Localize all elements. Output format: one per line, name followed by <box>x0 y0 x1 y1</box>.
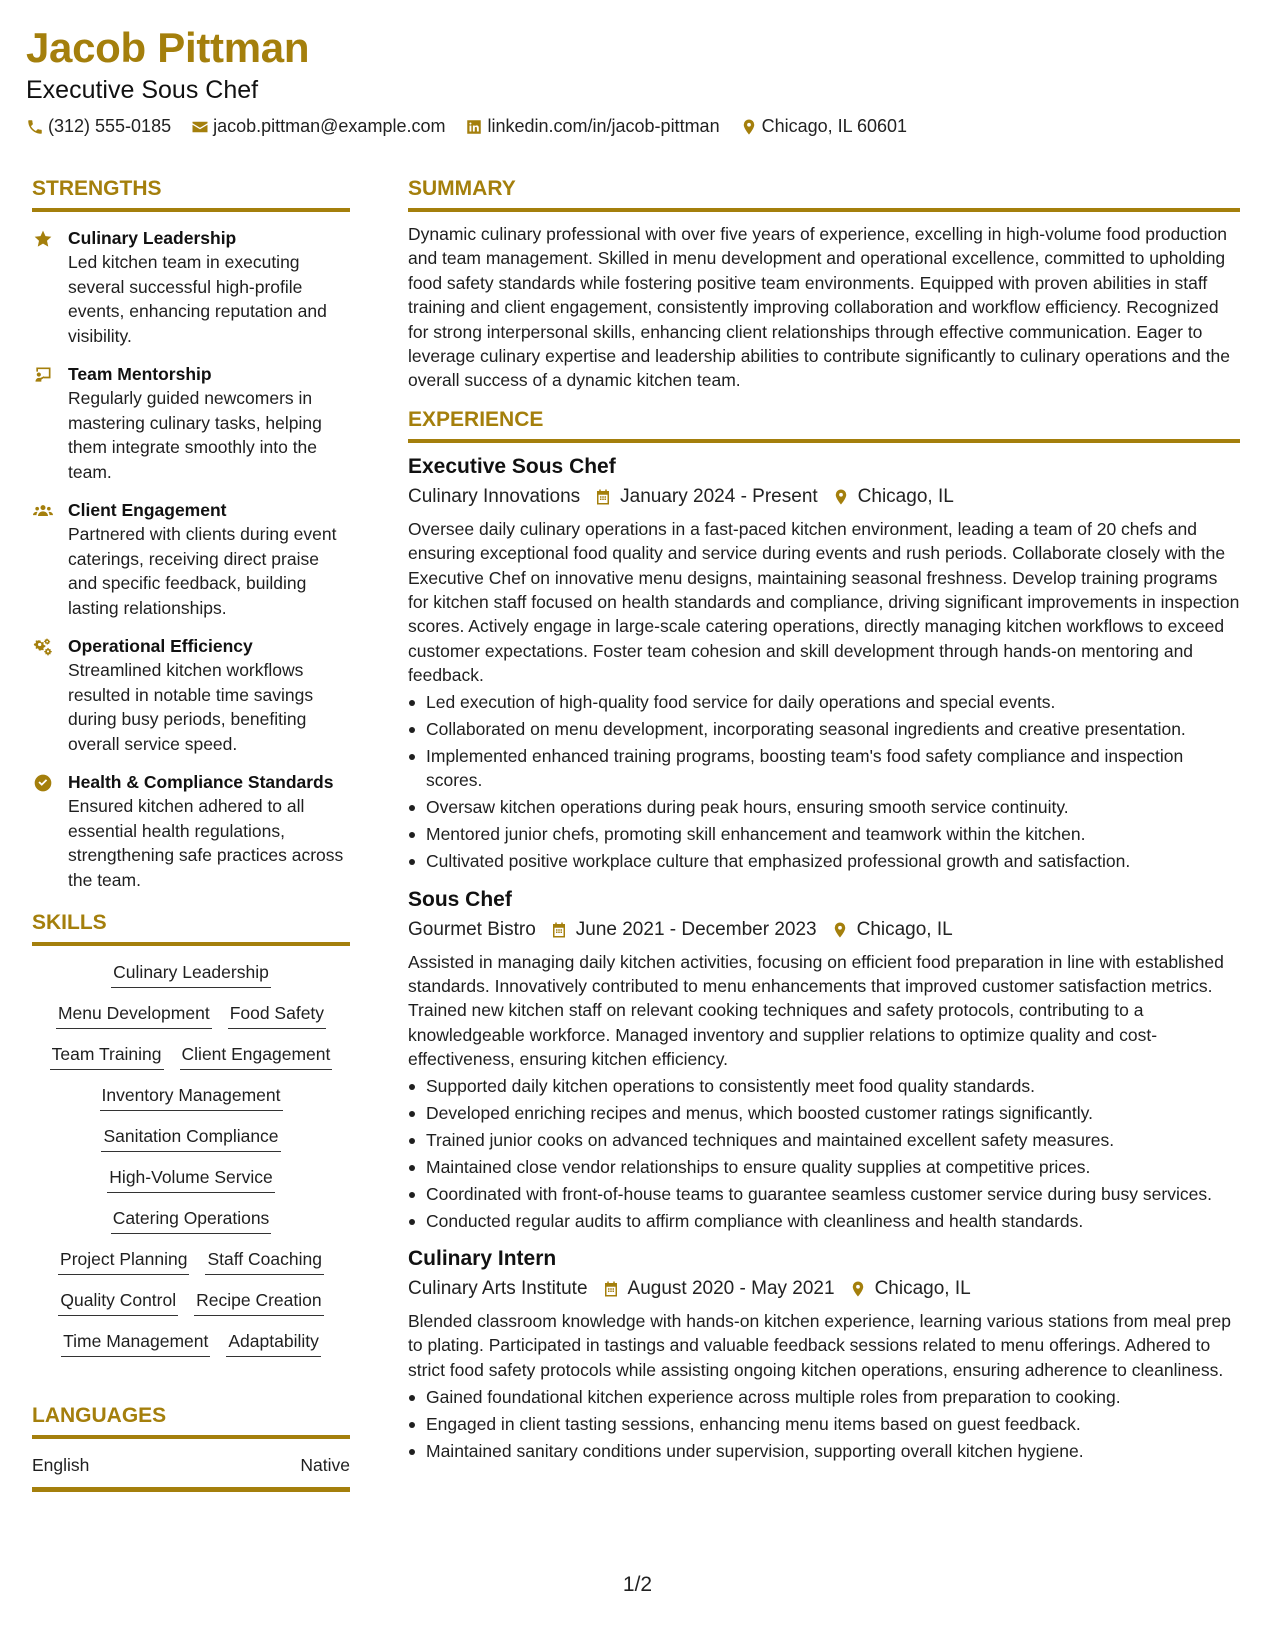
summary-heading: SUMMARY <box>408 176 1240 212</box>
bullet-item: Mentored junior chefs, promoting skill enhancement and teamwork within the kitchen. <box>408 822 1240 846</box>
job-company: Culinary Innovations <box>408 485 581 507</box>
calendar-icon <box>602 1280 620 1298</box>
left-column <box>32 176 350 1492</box>
job-bullets <box>408 1385 1240 1463</box>
check-circle-icon <box>32 773 54 793</box>
job-entry <box>408 453 1240 874</box>
skill-tag: High-Volume Service <box>107 1165 274 1193</box>
skill-tag: Sanitation Compliance <box>101 1124 280 1152</box>
envelope-icon <box>191 118 209 136</box>
bullet-item: Supported daily kitchen operations to consistently meet food quality standards. <box>408 1074 1240 1098</box>
strength-item <box>32 498 350 620</box>
bullet-item: Maintained sanitary conditions under supervision, supporting overall kitchen hygiene. <box>408 1439 1240 1463</box>
skill-tag: Food Safety <box>228 1001 326 1029</box>
job-location: Chicago, IL <box>856 918 953 940</box>
strength-title: Culinary Leadership <box>68 228 237 248</box>
skill-tag: Staff Coaching <box>205 1247 323 1275</box>
job-description: Assisted in managing daily kitchen activities, focusing on efficient food preparation in line with established standards. Innovatively contributed to menu enhancements that improved customer satisfaction metrics. Trained new kitchen staff on relevant cooking techniques and safety protocols, contributing to a knowledgeable workforce. Managed inventory and supplier relations to optimize quality and cost-effectiveness, ensuring kitchen efficiency. <box>408 951 1224 1070</box>
language-name: English <box>32 1455 90 1475</box>
resume-header <box>26 22 1246 137</box>
contact-email[interactable] <box>191 116 445 137</box>
languages-section <box>32 1403 350 1492</box>
language-level: Native <box>300 1455 350 1475</box>
candidate-title: Executive Sous Chef <box>26 76 259 104</box>
language-row <box>32 1453 350 1492</box>
job-meta <box>408 483 1240 511</box>
strength-item <box>32 362 350 484</box>
skill-tag: Team Training <box>50 1042 164 1070</box>
bullet-item: Coordinated with front-of-house teams to guarantee seamless customer service during busy services. <box>408 1182 1240 1206</box>
users-icon <box>32 501 54 521</box>
skills-section <box>32 910 350 1357</box>
strength-title: Operational Efficiency <box>68 636 253 656</box>
candidate-name: Jacob Pittman <box>26 24 310 71</box>
bullet-item: Engaged in client tasting sessions, enhancing menu items based on guest feedback. <box>408 1412 1240 1436</box>
job-meta <box>408 1275 1240 1303</box>
strength-title: Health & Compliance Standards <box>68 772 334 792</box>
summary-section <box>408 176 1240 393</box>
bullet-item: Maintained close vendor relationships to ensure quality supplies at competitive prices. <box>408 1155 1240 1179</box>
job-dates: January 2024 - Present <box>620 485 818 507</box>
linkedin-icon <box>465 118 483 136</box>
job-dates: June 2021 - December 2023 <box>575 918 817 940</box>
skill-tag: Time Management <box>61 1329 210 1357</box>
job-title: Culinary Intern <box>408 1247 557 1270</box>
job-title: Sous Chef <box>408 887 512 911</box>
strength-desc: Led kitchen team in executing several successful high-profile events, enhancing reputation and visibility. <box>68 252 327 346</box>
job-entry <box>408 1245 1240 1463</box>
bullet-item: Led execution of high-quality food service for daily operations and special events. <box>408 690 1240 714</box>
skill-tag: Recipe Creation <box>194 1288 323 1316</box>
strength-item <box>32 770 350 892</box>
bullet-item: Implemented enhanced training programs, boosting team's food safety compliance and inspection scores. <box>408 744 1240 793</box>
page-number: 1/2 <box>622 1573 653 1596</box>
skill-tag: Catering Operations <box>111 1206 272 1234</box>
gears-icon <box>32 637 54 657</box>
calendar-icon <box>594 488 612 506</box>
job-bullets <box>408 690 1240 873</box>
map-pin-icon <box>740 118 758 136</box>
job-bullets <box>408 1074 1240 1233</box>
job-company: Culinary Arts Institute <box>408 1278 588 1299</box>
email-text: jacob.pittman@example.com <box>213 116 446 136</box>
location-text: Chicago, IL 60601 <box>761 116 908 136</box>
job-company: Gourmet Bistro <box>408 918 536 940</box>
contact-bar <box>26 116 1246 137</box>
job-location: Chicago, IL <box>857 485 954 507</box>
languages-heading: LANGUAGES <box>32 1403 350 1439</box>
calendar-icon <box>550 921 568 939</box>
strength-desc: Ensured kitchen adhered to all essential health regulations, strengthening safe practices across the team. <box>68 796 344 890</box>
experience-heading: EXPERIENCE <box>408 407 1240 443</box>
strength-item <box>32 226 350 348</box>
skills-heading: SKILLS <box>32 910 350 946</box>
skill-tag: Inventory Management <box>100 1083 283 1111</box>
phone-text: (312) 555-0185 <box>48 116 172 136</box>
skill-tag: Menu Development <box>56 1001 212 1029</box>
job-description: Oversee daily culinary operations in a fast-paced kitchen environment, leading a team of 20 chefs and ensuring exceptional food quality and service during events and rush periods. Collaborate closely with the Executive Chef on innovative menu designs, maintaining seasonal freshness. Develop training programs for kitchen staff focused on health standards and compliance, driving significant improvements in inspection scores. Actively engage in large-scale catering operations, directly managing kitchen workflows to exceed customer expectations. Foster team cohesion and skill development through hands-on mentoring and feedback. <box>408 518 1240 686</box>
map-pin-icon <box>831 921 849 939</box>
bullet-item: Cultivated positive workplace culture that emphasized professional growth and satisfaction. <box>408 849 1240 873</box>
bullet-item: Conducted regular audits to affirm compliance with cleanliness and health standards. <box>408 1209 1240 1233</box>
bullet-item: Developed enriching recipes and menus, which boosted customer ratings significantly. <box>408 1101 1240 1125</box>
summary-text: Dynamic culinary professional with over five years of experience, excelling in high-volume food production and team management. Skilled in menu development and operational excellence, committed to upholding food safety standards while fostering positive team environments. Equipped with proven abilities in staff training and client engagement, consistently improving collaboration and workflow efficiency. Recognized for strong interpersonal skills, enhancing client relationships through effective communication. Eager to leverage culinary expertise and leadership abilities to contribute significantly to culinary operations and the overall success of a dynamic kitchen team. <box>408 224 1231 391</box>
strength-desc: Partnered with clients during event caterings, receiving direct praise and specific feedback, building lasting relationships. <box>68 524 337 618</box>
bullet-item: Trained junior cooks on advanced techniques and maintained excellent safety measures. <box>408 1128 1240 1152</box>
star-icon <box>32 229 54 249</box>
skills-list <box>32 960 350 1357</box>
strengths-heading: STRENGTHS <box>32 176 350 212</box>
strength-desc: Regularly guided newcomers in mastering culinary tasks, helping them integrate smoothly into the team. <box>68 388 322 482</box>
map-pin-icon <box>832 488 850 506</box>
skill-tag: Quality Control <box>58 1288 178 1316</box>
skill-tag: Culinary Leadership <box>111 960 271 988</box>
strength-title: Client Engagement <box>68 500 227 520</box>
contact-phone[interactable] <box>26 116 171 137</box>
skill-tag: Client Engagement <box>180 1042 333 1070</box>
mentor-icon <box>32 365 54 385</box>
right-column <box>408 176 1240 1463</box>
bullet-item: Collaborated on menu development, incorporating seasonal ingredients and creative presentation. <box>408 717 1240 741</box>
job-description: Blended classroom knowledge with hands-on kitchen experience, learning various stations from meal prep to plating. Participated in tastings and valuable feedback sessions related to menu offerings. Adhered to strict food safety protocols while assisting ongoing kitchen operations, ensuring adherence to cleanliness. <box>408 1311 1231 1380</box>
experience-section <box>408 407 1240 1463</box>
job-dates: August 2020 - May 2021 <box>627 1278 835 1299</box>
job-location: Chicago, IL <box>874 1278 971 1299</box>
bullet-item: Gained foundational kitchen experience across multiple roles from preparation to cooking. <box>408 1385 1240 1409</box>
strength-desc: Streamlined kitchen workflows resulted in notable time savings during busy periods, benefiting overall service speed. <box>68 660 314 754</box>
skill-tag: Adaptability <box>226 1329 320 1357</box>
job-entry <box>408 886 1240 1233</box>
linkedin-text: linkedin.com/in/jacob-pittman <box>487 116 720 136</box>
strengths-section <box>32 176 350 892</box>
phone-icon <box>26 118 44 136</box>
job-title: Executive Sous Chef <box>408 454 616 478</box>
map-pin-icon <box>849 1280 867 1298</box>
skill-tag: Project Planning <box>58 1247 189 1275</box>
job-meta <box>408 916 1240 944</box>
strength-title: Team Mentorship <box>68 364 212 384</box>
contact-linkedin[interactable] <box>465 116 719 137</box>
contact-location <box>740 116 907 137</box>
strength-item <box>32 634 350 756</box>
bullet-item: Oversaw kitchen operations during peak hours, ensuring smooth service continuity. <box>408 795 1240 819</box>
